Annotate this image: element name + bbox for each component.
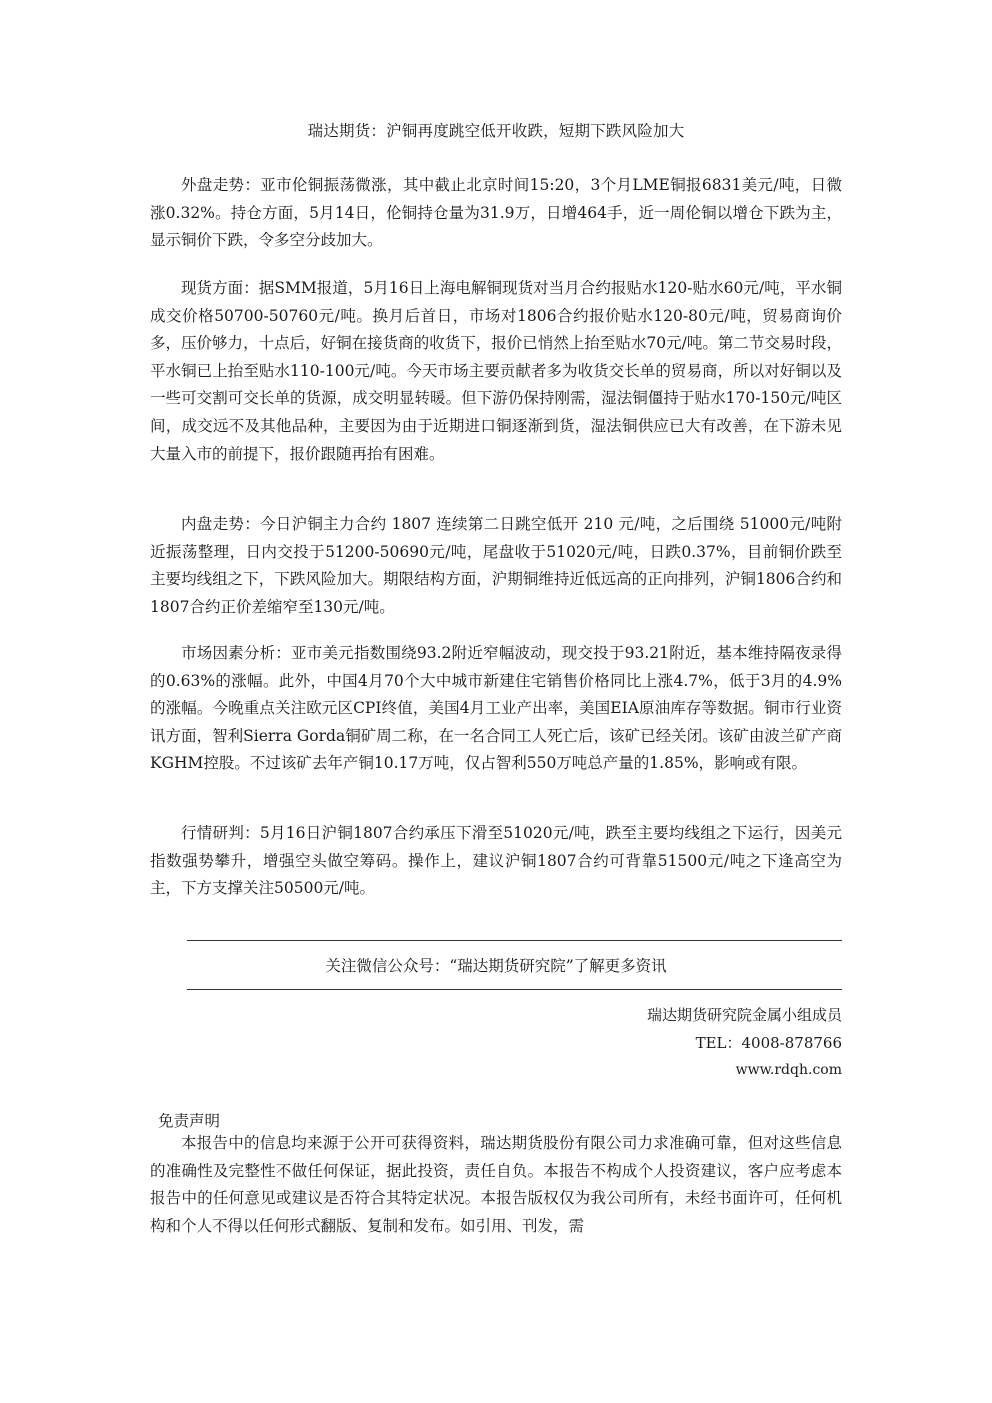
signature-team: 瑞达期货研究院金属小组成员 — [646, 1006, 842, 1024]
disclaimer-text: 本报告中的信息均来源于公开可获得资料，瑞达期货股份有限公司力求准确可靠，但对这些信息的准确性及完整性不做任何保证，据此投资，责任自负。本报告不构成个人投资建议，客户应考虑本报告中的任何意见或建议是否符合其特定状况。本报告版权仅为我公司所有，未经书面许可，任何机构和个人不得以任何形式翻版、复制和发布。如引用、刊发，需 — [150, 1134, 842, 1235]
paragraph-market-judgement: 行情研判：5月16日沪铜1807合约承压下滑至51020元/吨，跌至主要均线组之下运行，因美元指数强势攀升，增强空头做空筹码。操作上，建议沪铜1807合约可背靠51500元/吨之下逢高空为主，下方支撑关注50500元/吨。 — [150, 824, 842, 898]
follow-notice: 关注微信公众号：“瑞达期货研究院”了解更多资讯 — [325, 957, 667, 975]
paragraph-spot-market: 现货方面：据SMM报道，5月16日上海电解铜现货对当月合约报贴水120-贴水60元/吨，平水铜成交价格50700-50760元/吨。换月后首日，市场对1806合约报价贴水120-80元/吨，贸易商询价多，压价够力，十点后，好铜在接货商的收货下，报价已悄然上抬至贴水70元/吨。第二节交易时段，平水铜已上抬至贴水110-100元/吨。今天市场主要贡献者多为收货交长单的贸易商，所以对好铜以及一些可交割可交长单的货源，成交明显转暖。但下游仍保持刚需，湿法铜僵持于贴水170-150元/吨区间，成交远不及其他品种，主要因为由于近期进口铜逐渐到货，湿法铜供应已大有改善，在下游未见大量入市的前提下，报价跟随再抬有困难。 — [150, 279, 842, 463]
disclaimer-title: 免责声明 — [158, 1112, 221, 1130]
paragraph-outer-market: 外盘走势：亚市伦铜振荡微涨，其中截止北京时间15:20，3个月LME铜报6831美元/吨，日微涨0.32%。持仓方面，5月14日，伦铜持仓量为31.9万，日增464手，近一周伦铜以增仓下跌为主，显示铜价下跌，令多空分歧加大。 — [150, 176, 842, 250]
signature-website: www.rdqh.com — [735, 1062, 842, 1078]
document-title: 瑞达期货：沪铜再度跳空低开收跌，短期下跌风险加大 — [307, 122, 685, 140]
divider-top — [187, 940, 842, 941]
divider-bottom — [187, 989, 842, 990]
paragraph-inner-market: 内盘走势：今日沪铜主力合约 1807 连续第二日跳空低开 210 元/吨，之后围绕 51000元/吨附近振荡整理，日内交投于51200-50690元/吨，尾盘收于51020元/吨，日跌0.37%，目前铜价跌至主要均线组之下，下跌风险加大。期限结构方面，沪期铜维持近低远高的正向排列，沪铜1806合约和1807合约正价差缩窄至130元/吨。 — [150, 515, 842, 616]
signature-tel: TEL：4008-878766 — [695, 1034, 842, 1052]
paragraph-market-factors: 市场因素分析：亚市美元指数围绕93.2附近窄幅波动，现交投于93.21附近，基本维持隔夜录得的0.63%的涨幅。此外，中国4月70个大中城市新建住宅销售价格同比上涨4.7%，低于3月的4.9%的涨幅。今晚重点关注欧元区CPI终值，美国4月工业产出率，美国EIA原油库存等数据。铜市行业资讯方面，智利Sierra Gorda铜矿周二称，在一名合同工人死亡后，该矿已经关闭。该矿由波兰矿产商KGHM控股。不过该矿去年产铜10.17万吨，仅占智利550万吨总产量的1.85%，影响或有限。 — [150, 644, 842, 773]
